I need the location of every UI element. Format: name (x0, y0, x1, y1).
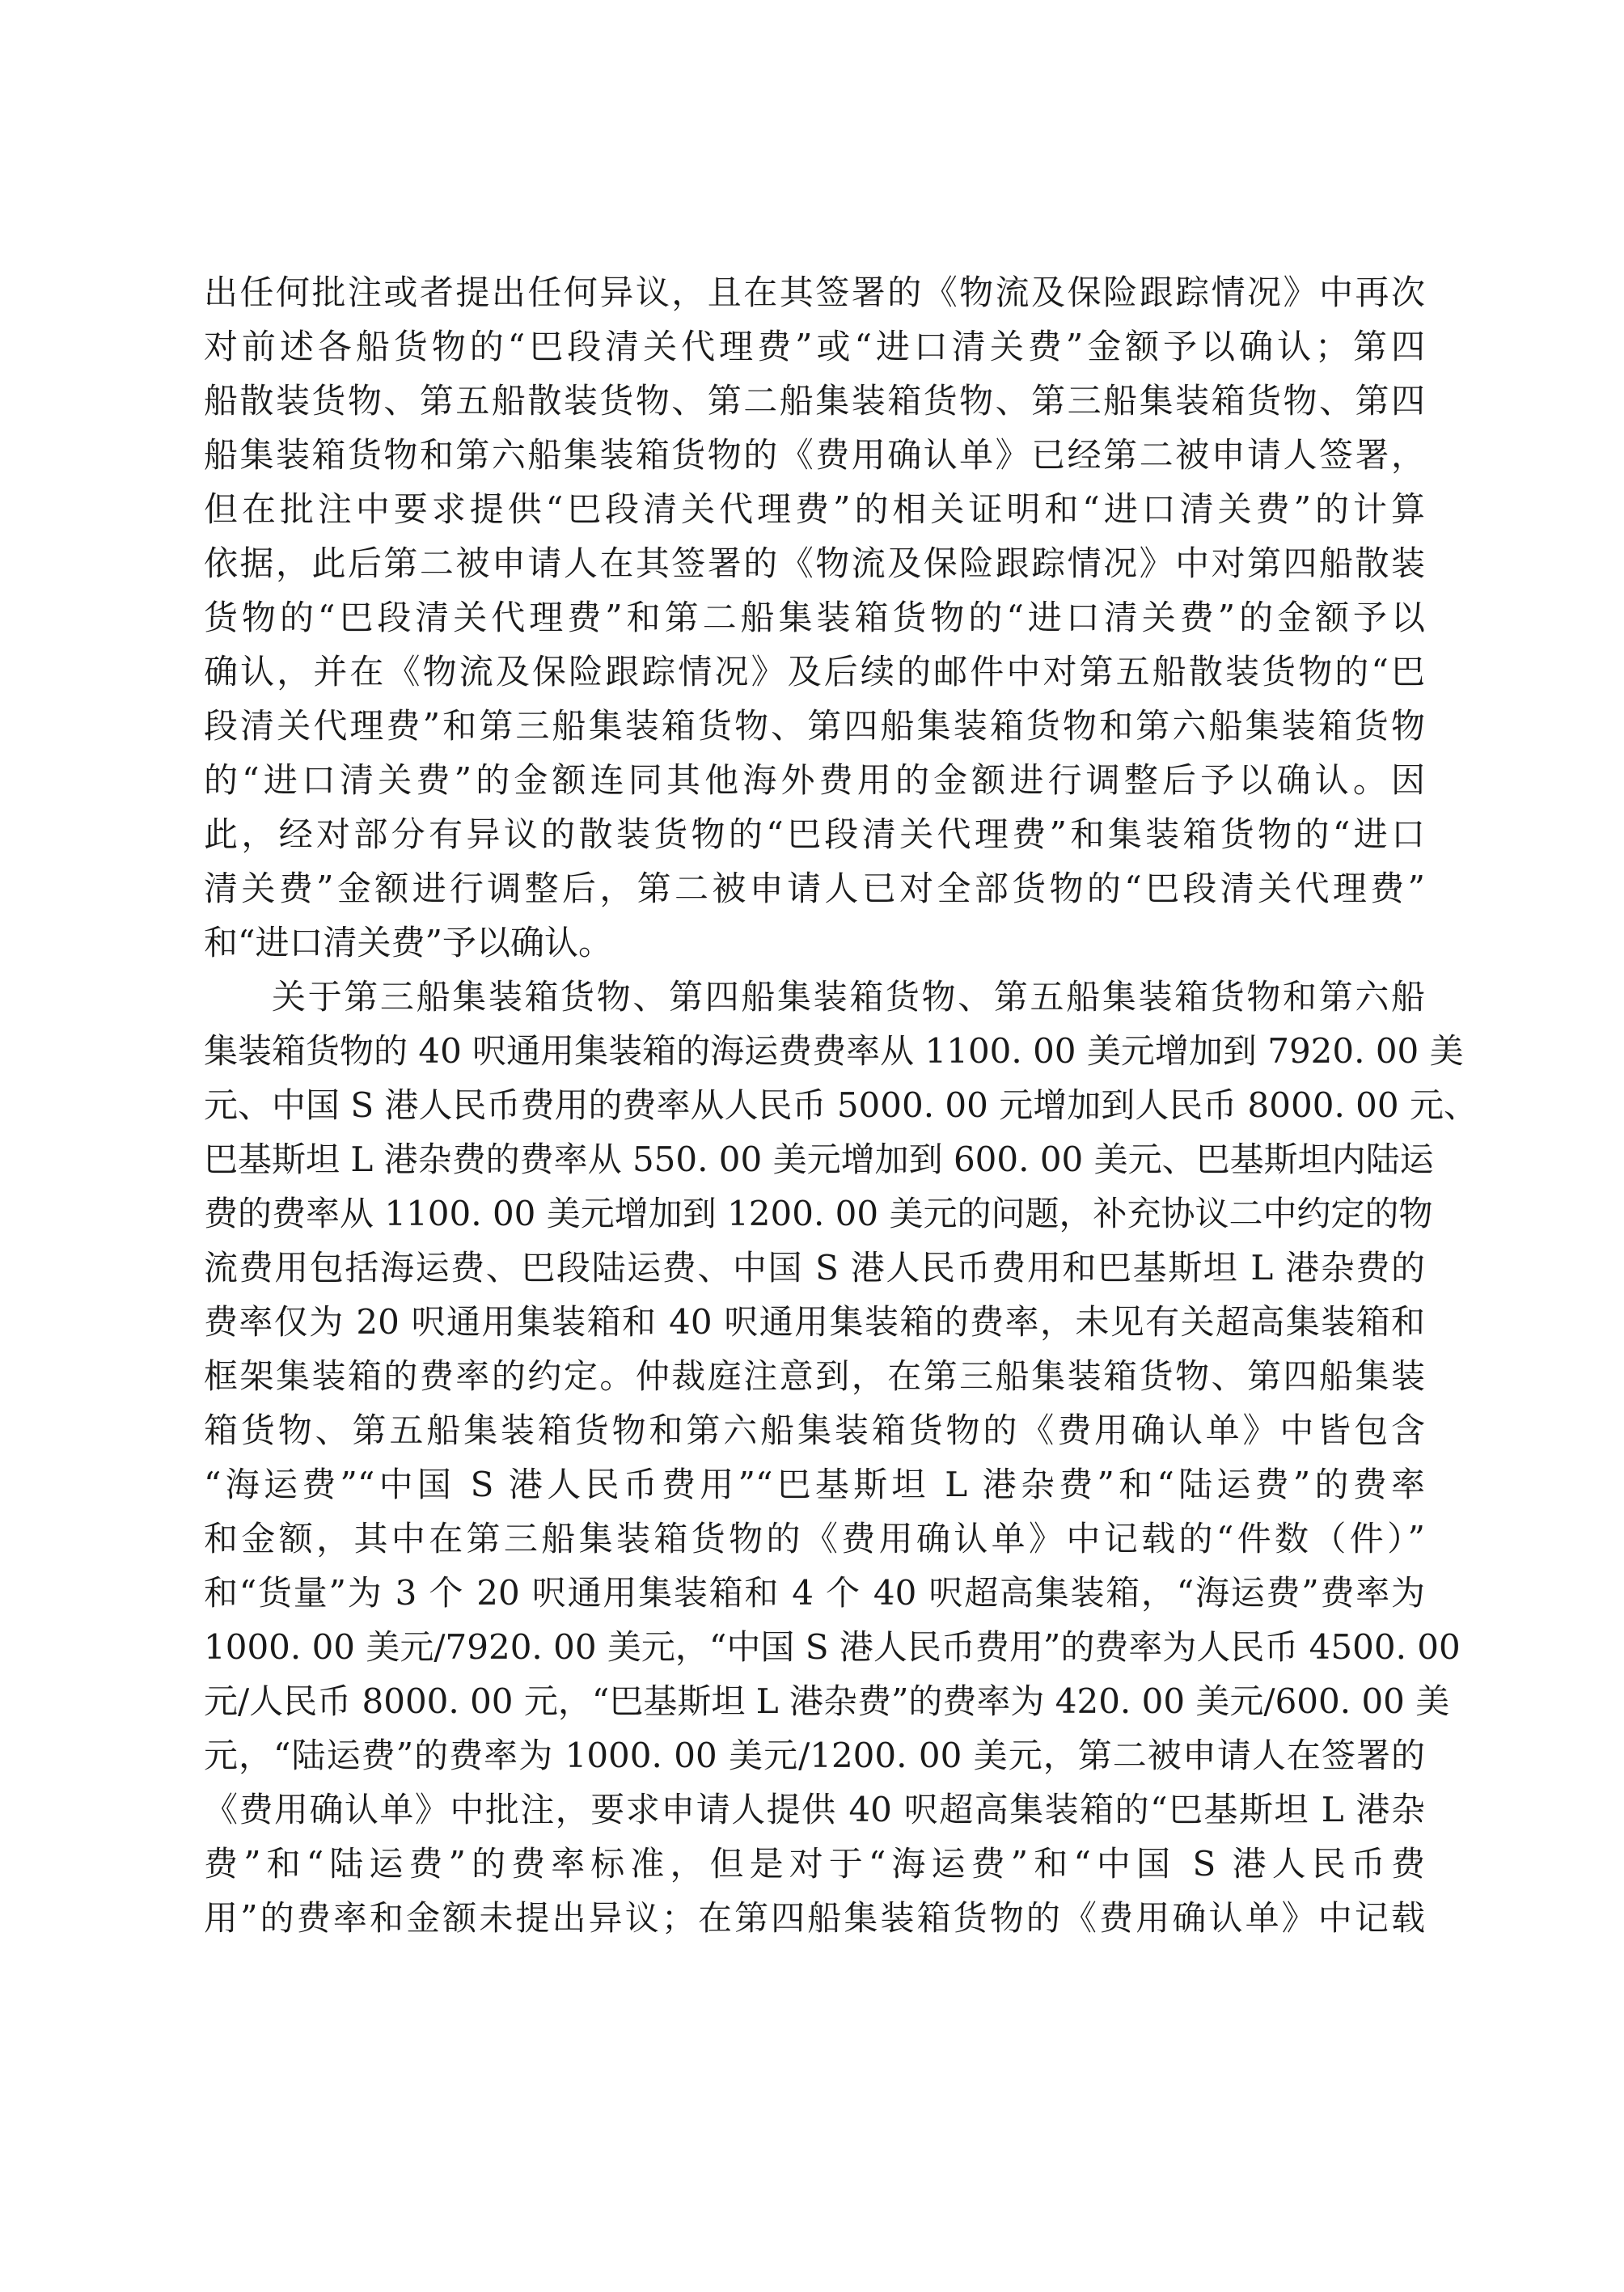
text-line: 元、中国 S 港人民币费用的费率从人民币 5000. 00 元增加到人民币 8000. 00 元、 (204, 1085, 1478, 1125)
text-line: 和“货量”为 3 个 20 呎通用集装箱和 4 个 40 呎超高集装箱，“海运费”费率为 (204, 1573, 1425, 1613)
text-line: 费”和“陆运费”的费率标准，但是对于“海运费”和“中国 S 港人民币费 (204, 1844, 1425, 1884)
text-line: 关于第三船集装箱货物、第四船集装箱货物、第五船集装箱货物和第六船 (272, 977, 1425, 1017)
text-line: 清关费”金额进行调整后，第二被申请人已对全部货物的“巴段清关代理费” (204, 869, 1425, 908)
text-line: 出任何批注或者提出任何异议，且在其签署的《物流及保险跟踪情况》中再次 (204, 273, 1425, 312)
text-line: 费的费率从 1100. 00 美元增加到 1200. 00 美元的问题，补充协议二中约定的物 (204, 1194, 1433, 1233)
text-line: 船集装箱货物和第六船集装箱货物的《费用确认单》已经第二被申请人签署， (204, 435, 1425, 475)
text-line: 1000. 00 美元/7920. 00 美元，“中国 S 港人民币费用”的费率为人民币 4500. 00 (204, 1627, 1461, 1667)
text-line: 但在批注中要求提供“巴段清关代理费”的相关证明和“进口清关费”的计算 (204, 489, 1425, 529)
text-line: 段清关代理费”和第三船集装箱货物、第四船集装箱货物和第六船集装箱货物 (204, 706, 1425, 746)
paragraph (204, 265, 1425, 970)
text-line: 集装箱货物的 40 呎通用集装箱的海运费费率从 1100. 00 美元增加到 7920. 00 美 (204, 1031, 1464, 1071)
text-line: 船散装货物、第五船散装货物、第二船集装箱货物、第三船集装箱货物、第四 (204, 381, 1425, 421)
text-line: 费率仅为 20 呎通用集装箱和 40 呎通用集装箱的费率，未见有关超高集装箱和 (204, 1302, 1425, 1342)
text-line: 此，经对部分有异议的散装货物的“巴段清关代理费”和集装箱货物的“进口 (204, 814, 1425, 854)
text-line: 和“进口清关费”予以确认。 (204, 923, 612, 962)
paragraph (204, 970, 1478, 1945)
text-line: 箱货物、第五船集装箱货物和第六船集装箱货物的《费用确认单》中皆包含 (204, 1410, 1425, 1450)
text-line: “海运费”“中国 S 港人民币费用”“巴基斯坦 L 港杂费”和“陆运费”的费率 (204, 1465, 1425, 1504)
text-line: 巴基斯坦 L 港杂费的费率从 550. 00 美元增加到 600. 00 美元、巴基斯坦内陆运 (204, 1140, 1434, 1179)
text-line: 的“进口清关费”的金额连同其他海外费用的金额进行调整后予以确认。因 (204, 760, 1425, 800)
body-text (204, 265, 1478, 1945)
text-line: 元/人民币 8000. 00 元，“巴基斯坦 L 港杂费”的费率为 420. 00 美元/600. 00 美 (204, 1681, 1450, 1721)
text-line: 用”的费率和金额未提出异议；在第四船集装箱货物的《费用确认单》中记载 (204, 1898, 1425, 1938)
text-line: 和金额，其中在第三船集装箱货物的《费用确认单》中记载的“件数（件）” (204, 1519, 1425, 1558)
text-line: 依据，此后第二被申请人在其签署的《物流及保险跟踪情况》中对第四船散装 (204, 543, 1425, 583)
text-line: 流费用包括海运费、巴段陆运费、中国 S 港人民币费用和巴基斯坦 L 港杂费的 (204, 1248, 1425, 1288)
text-line: 确认，并在《物流及保险跟踪情况》及后续的邮件中对第五船散装货物的“巴 (204, 652, 1425, 691)
text-line: 货物的“巴段清关代理费”和第二船集装箱货物的“进口清关费”的金额予以 (204, 598, 1425, 637)
text-line: 元，“陆运费”的费率为 1000. 00 美元/1200. 00 美元，第二被申请人在签署的 (204, 1736, 1425, 1775)
text-line: 对前述各船货物的“巴段清关代理费”或“进口清关费”金额予以确认；第四 (204, 327, 1425, 366)
text-line: 框架集装箱的费率的约定。仲裁庭注意到，在第三船集装箱货物、第四船集装 (204, 1356, 1425, 1396)
text-line: 《费用确认单》中批注，要求申请人提供 40 呎超高集装箱的“巴基斯坦 L 港杂 (204, 1790, 1425, 1829)
